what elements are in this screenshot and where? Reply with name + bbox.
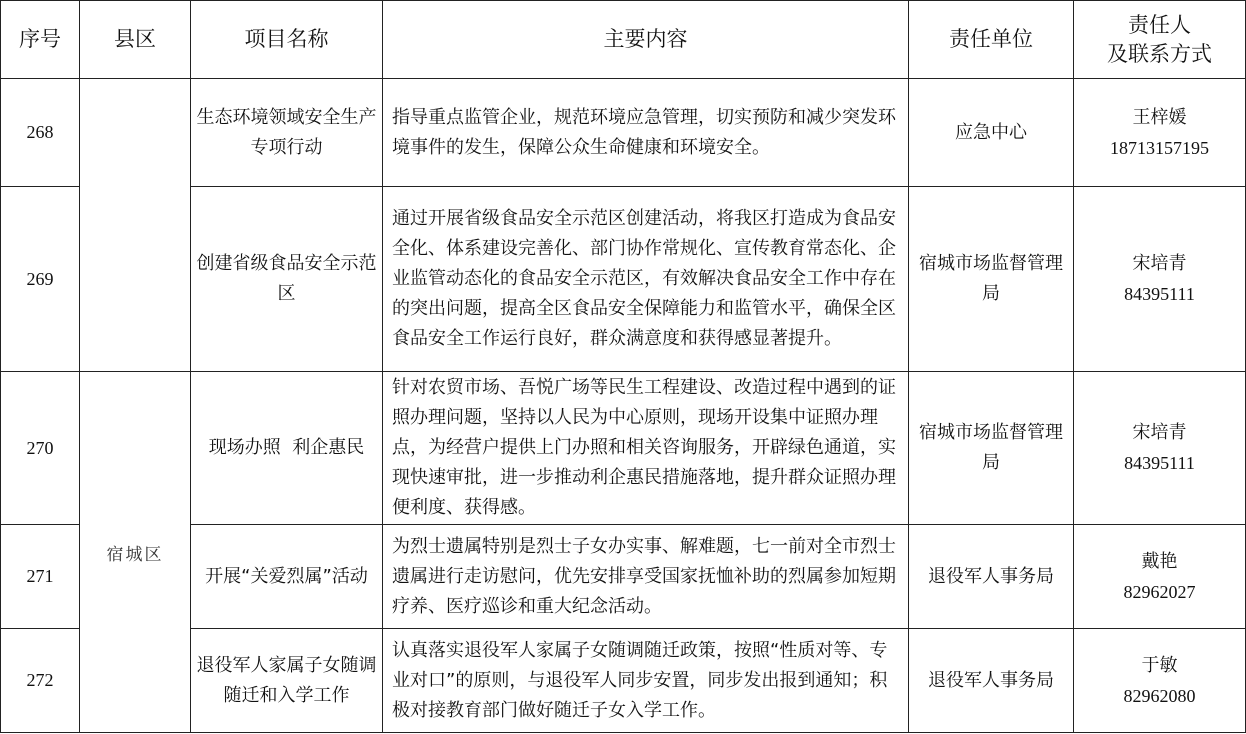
row-seq: 271 [1, 525, 80, 629]
row-seq: 269 [1, 187, 80, 372]
header-content: 主要内容 [383, 1, 909, 79]
county-cell: 宿城区 [80, 372, 191, 733]
header-person-line1: 责任人 [1128, 12, 1191, 37]
row-responsible-unit: 宿城市场监督管理局 [909, 372, 1074, 525]
row-phone: 84395111 [1124, 453, 1195, 473]
row-person-name: 宋培青 [1132, 253, 1187, 274]
table-row [1, 372, 1246, 525]
table-row [1, 79, 1246, 187]
header-project: 项目名称 [191, 1, 383, 79]
row-person-name: 戴艳 [1141, 550, 1178, 572]
row-responsible-unit: 退役军人事务局 [909, 525, 1074, 629]
row-content: 为烈士遗属特别是烈士子女办实事、解难题，七一前对全市烈士遗属进行走访慰问，优先安排享受国家抚恤补助的烈属参加短期疗养、医疗巡诊和重大纪念活动。 [383, 525, 909, 629]
row-project-name: 现场办照 利企惠民 [191, 372, 383, 525]
row-seq: 270 [1, 372, 80, 525]
row-person-name: 宋培青 [1132, 422, 1187, 443]
row-project-name: 开展“关爱烈属”活动 [191, 525, 383, 629]
row-person-name: 王梓媛 [1132, 106, 1187, 128]
row-content: 针对农贸市场、吾悦广场等民生工程建设、改造过程中遇到的证照办理问题，坚持以人民为中心原则，现场开设集中证照办理点，为经营户提供上门办照和相关咨询服务，开辟绿色通道，实现快速审批，进一步推动利企惠民措施落地，提升群众证照办理便利度、获得感。 [383, 372, 909, 525]
row-contact [1074, 629, 1246, 733]
row-seq: 268 [1, 79, 80, 187]
row-person-name: 于敏 [1141, 654, 1178, 676]
row-project-name: 退役军人家属子女随调随迁和入学工作 [191, 629, 383, 733]
row-contact [1074, 525, 1246, 629]
header-county: 县区 [80, 1, 191, 79]
row-content: 通过开展省级食品安全示范区创建活动，将我区打造成为食品安全化、体系建设完善化、部门协作常规化、宣传教育常态化、企业监管动态化的食品安全示范区，有效解决食品安全工作中存在的突出问题，提高全区食品安全保障能力和监管水平，确保全区食品安全工作运行良好，群众满意度和获得感显著提升。 [383, 187, 909, 372]
row-responsible-unit: 应急中心 [909, 79, 1074, 187]
row-project-name: 生态环境领域安全生产专项行动 [191, 79, 383, 187]
row-phone: 82962080 [1123, 685, 1196, 706]
row-content: 认真落实退役军人家属子女随调随迁政策，按照“性质对等、专业对口”的原则，与退役军人同步安置，同步发出报到通知；积极对接教育部门做好随迁子女入学工作。 [383, 629, 909, 733]
row-contact [1074, 372, 1246, 525]
row-phone: 82962027 [1123, 581, 1196, 602]
header-row [1, 1, 1246, 79]
header-seq: 序号 [1, 1, 80, 79]
row-responsible-unit: 退役军人事务局 [909, 629, 1074, 733]
row-phone: 18713157195 [1110, 137, 1209, 158]
row-phone: 84395111 [1124, 284, 1195, 304]
row-contact [1074, 79, 1246, 187]
county-cell-blank [80, 79, 191, 372]
row-project-name: 创建省级食品安全示范区 [191, 187, 383, 372]
header-person-line2: 及联系方式 [1107, 41, 1212, 66]
header-person [1074, 1, 1246, 79]
row-contact [1074, 187, 1246, 372]
row-seq: 272 [1, 629, 80, 733]
row-responsible-unit: 宿城市场监督管理局 [909, 187, 1074, 372]
row-content: 指导重点监管企业，规范环境应急管理，切实预防和减少突发环境事件的发生，保障公众生命健康和环境安全。 [383, 79, 909, 187]
header-unit: 责任单位 [909, 1, 1074, 79]
